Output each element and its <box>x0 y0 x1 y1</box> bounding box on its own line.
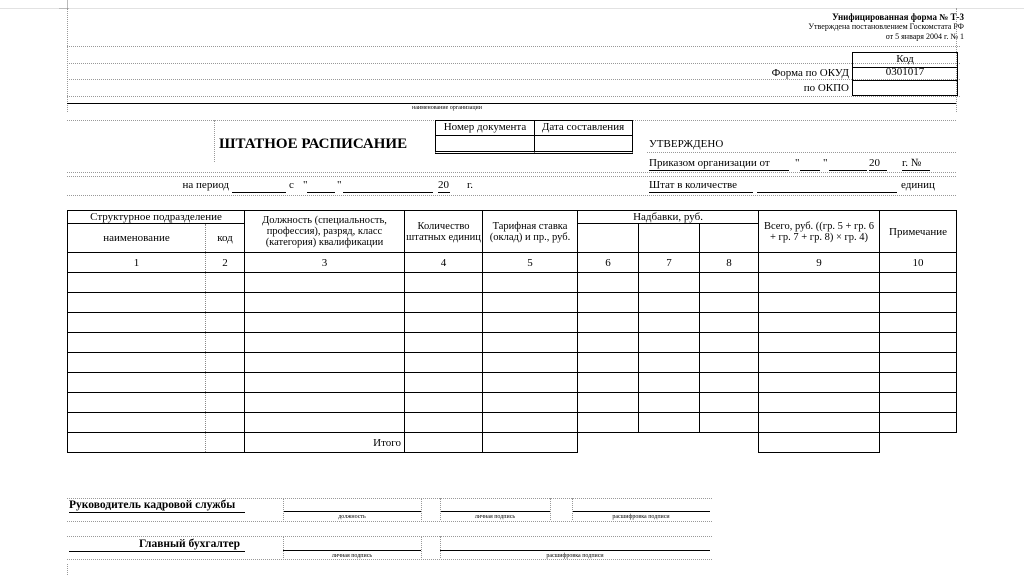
table-row <box>68 373 957 393</box>
table-cell[interactable] <box>206 393 245 413</box>
form-approval-line: Утверждена постановлением Госкомстата РФ <box>808 22 964 31</box>
table-row <box>68 353 957 373</box>
table-cell[interactable] <box>483 313 578 333</box>
table-cell[interactable] <box>68 353 206 373</box>
table-cell[interactable] <box>578 273 639 293</box>
form-number: Унифицированная форма № Т-3 <box>832 12 964 22</box>
col-number-3: 3 <box>245 253 405 273</box>
table-cell[interactable] <box>578 413 639 433</box>
hr-decoding-caption: расшифровка подписи <box>612 514 670 520</box>
table-cell[interactable] <box>700 333 759 353</box>
period-year-suffix: г. <box>467 179 474 191</box>
divider <box>283 536 284 558</box>
table-cell[interactable] <box>68 333 206 353</box>
header-note: Примечание <box>880 211 957 253</box>
period-year: 20 <box>438 179 449 191</box>
divider <box>67 8 68 112</box>
staff-units-label: единиц <box>901 179 935 191</box>
table-cell[interactable] <box>245 273 405 293</box>
staff-schedule-form <box>67 8 964 567</box>
okud-label: Форма по ОКУД <box>771 67 849 79</box>
table-row <box>68 273 957 293</box>
header-allowance-col-7 <box>639 224 700 253</box>
table-cell[interactable] <box>880 413 957 433</box>
table-row <box>68 333 957 353</box>
order-label: Приказом организации от <box>649 157 770 169</box>
table-row <box>68 293 957 313</box>
table-cell[interactable] <box>880 313 957 333</box>
table-cell[interactable] <box>405 293 483 313</box>
staff-count-label: Штат в количестве <box>649 179 738 191</box>
divider <box>67 96 960 97</box>
table-cell[interactable] <box>578 393 639 413</box>
order-year-field[interactable] <box>869 170 887 171</box>
table-cell[interactable] <box>759 413 880 433</box>
table-cell[interactable] <box>639 293 700 313</box>
table-cell[interactable] <box>639 353 700 373</box>
table-cell[interactable] <box>483 333 578 353</box>
col-number-9: 9 <box>759 253 880 273</box>
doc-number-header: Номер документа <box>435 120 535 136</box>
divider <box>421 536 422 558</box>
total-label: Итого <box>245 433 405 453</box>
table-cell[interactable] <box>206 273 245 293</box>
header-structural-unit: Структурное подразделение <box>68 211 245 224</box>
form-approval-date: от 5 января 2004 г. № 1 <box>885 32 964 41</box>
order-day-field[interactable] <box>800 170 820 171</box>
table-cell[interactable] <box>880 393 957 413</box>
total-staff-count[interactable] <box>405 433 483 453</box>
header-unit-code: код <box>206 224 245 253</box>
table-cell[interactable] <box>483 273 578 293</box>
table-cell[interactable] <box>245 373 405 393</box>
okud-code-field[interactable]: 0301017 <box>852 66 958 81</box>
table-cell[interactable] <box>405 273 483 293</box>
table-cell[interactable] <box>700 413 759 433</box>
table-cell[interactable] <box>578 313 639 333</box>
divider <box>440 498 441 520</box>
chief-accountant-label: Главный бухгалтер <box>139 538 241 550</box>
form-title: ШТАТНОЕ РАСПИСАНИЕ <box>219 136 408 152</box>
table-cell[interactable] <box>578 353 639 373</box>
order-quote-open: " <box>795 157 800 169</box>
staff-schedule-table <box>67 210 957 453</box>
table-cell[interactable] <box>639 373 700 393</box>
code-header: Код <box>852 52 958 68</box>
table-cell[interactable] <box>483 413 578 433</box>
table-row <box>68 393 957 413</box>
table-cell[interactable] <box>405 353 483 373</box>
total-sum[interactable] <box>759 433 880 453</box>
table-cell[interactable] <box>639 393 700 413</box>
col-number-2: 2 <box>206 253 245 273</box>
period-quote-open: " <box>303 179 308 191</box>
period-label: на период <box>182 179 229 191</box>
divider <box>67 63 960 64</box>
header-total: Всего, руб. ((гр. 5 + гр. 6 + гр. 7 + гр. 8) × гр. 4) <box>759 211 880 253</box>
accountant-decoding-caption: расшифровка подписи <box>546 553 604 559</box>
order-number-field[interactable] <box>902 170 930 171</box>
table-cell[interactable] <box>880 333 957 353</box>
divider <box>647 152 956 153</box>
table-cell[interactable] <box>880 293 957 313</box>
hr-signature-field[interactable] <box>440 511 550 512</box>
order-year: 20 <box>869 157 880 169</box>
table-cell[interactable] <box>483 393 578 413</box>
accountant-signature-caption: личная подпись <box>331 553 373 559</box>
header-allowances: Надбавки, руб. <box>578 211 759 224</box>
table-cell[interactable] <box>578 373 639 393</box>
table-cell[interactable] <box>639 413 700 433</box>
table-cell[interactable] <box>68 393 206 413</box>
chief-accountant-label-underline <box>69 551 245 552</box>
table-cell[interactable] <box>245 393 405 413</box>
okpo-code-field[interactable] <box>852 80 958 96</box>
table-row <box>68 413 957 433</box>
doc-number-field[interactable] <box>435 135 535 154</box>
table-cell[interactable] <box>759 313 880 333</box>
table-cell[interactable] <box>700 373 759 393</box>
header-unit-name: наименование <box>68 224 206 253</box>
col-number-10: 10 <box>880 253 957 273</box>
table-cell[interactable] <box>206 413 245 433</box>
header-staff-count: Количество штатных единиц <box>405 211 483 253</box>
period-quote-close: " <box>337 179 342 191</box>
total-row-blank <box>68 433 206 453</box>
table-cell[interactable] <box>68 373 206 393</box>
header-position: Должность (специальность, профессия), разряд, класс (категория) квалификации <box>245 211 405 253</box>
total-row-blank <box>206 433 245 453</box>
header-rate: Тарифная ставка (оклад) и пр., руб. <box>483 211 578 253</box>
organization-name-field[interactable] <box>67 103 956 104</box>
total-empty <box>639 433 700 453</box>
table-cell[interactable] <box>483 373 578 393</box>
table-cell[interactable] <box>68 413 206 433</box>
table-cell[interactable] <box>700 353 759 373</box>
table-cell[interactable] <box>639 313 700 333</box>
table-cell[interactable] <box>245 293 405 313</box>
table-cell[interactable] <box>245 313 405 333</box>
accountant-signature-field[interactable] <box>283 550 421 551</box>
col-number-4: 4 <box>405 253 483 273</box>
table-cell[interactable] <box>759 333 880 353</box>
table-cell[interactable] <box>206 353 245 373</box>
col-number-7: 7 <box>639 253 700 273</box>
order-month-field[interactable] <box>829 170 867 171</box>
divider <box>421 498 422 520</box>
table-cell[interactable] <box>759 293 880 313</box>
table-cell[interactable] <box>880 273 957 293</box>
table-cell[interactable] <box>700 293 759 313</box>
divider <box>67 172 956 173</box>
table-cell[interactable] <box>206 313 245 333</box>
col-number-1: 1 <box>68 253 206 273</box>
table-cell[interactable] <box>206 333 245 353</box>
table-cell[interactable] <box>700 393 759 413</box>
table-cell[interactable] <box>578 333 639 353</box>
table-cell[interactable] <box>68 293 206 313</box>
table-cell[interactable] <box>700 273 759 293</box>
table-cell[interactable] <box>405 313 483 333</box>
table-cell[interactable] <box>245 333 405 353</box>
hr-head-label: Руководитель кадровой службы <box>69 499 236 511</box>
accountant-decoding-field[interactable] <box>440 550 710 551</box>
table-cell[interactable] <box>880 373 957 393</box>
table-cell[interactable] <box>700 313 759 333</box>
divider <box>550 498 551 520</box>
doc-date-field[interactable] <box>534 135 633 154</box>
table-cell[interactable] <box>483 293 578 313</box>
total-empty <box>880 433 957 453</box>
table-cell[interactable] <box>759 373 880 393</box>
period-row-frame <box>67 176 956 196</box>
period-from-label: с <box>289 179 294 191</box>
table-cell[interactable] <box>245 353 405 373</box>
order-quote-close: " <box>823 157 828 169</box>
divider <box>67 46 960 47</box>
table-cell[interactable] <box>759 393 880 413</box>
total-empty <box>578 433 639 453</box>
divider <box>67 564 68 575</box>
table-cell[interactable] <box>483 353 578 373</box>
col-number-6: 6 <box>578 253 639 273</box>
hr-head-label-underline <box>69 512 245 513</box>
table-cell[interactable] <box>405 393 483 413</box>
table-cell[interactable] <box>68 313 206 333</box>
table-cell[interactable] <box>405 413 483 433</box>
order-label-underline <box>649 170 789 171</box>
divider <box>214 120 215 162</box>
table-row <box>68 313 957 333</box>
hr-signature-caption: личная подпись <box>474 514 516 520</box>
doc-date-header: Дата составления <box>534 120 633 136</box>
table-cell[interactable] <box>405 373 483 393</box>
divider <box>440 536 441 558</box>
header-allowance-col-8 <box>700 224 759 253</box>
total-empty <box>700 433 759 453</box>
table-cell[interactable] <box>759 273 880 293</box>
order-number-label: г. № <box>902 157 922 169</box>
approved-label: УТВЕРЖДЕНО <box>649 138 724 150</box>
table-cell[interactable] <box>639 333 700 353</box>
hr-position-field[interactable] <box>283 511 421 512</box>
table-cell[interactable] <box>245 413 405 433</box>
table-body <box>68 273 957 433</box>
table-cell[interactable] <box>206 293 245 313</box>
organization-caption: наименование организации <box>412 105 482 111</box>
table-cell[interactable] <box>639 273 700 293</box>
col-number-8: 8 <box>700 253 759 273</box>
col-number-5: 5 <box>483 253 578 273</box>
header-allowance-col-6 <box>578 224 639 253</box>
table-cell[interactable] <box>68 273 206 293</box>
table-cell[interactable] <box>578 293 639 313</box>
total-rate[interactable] <box>483 433 578 453</box>
table-cell[interactable] <box>206 373 245 393</box>
table-cell[interactable] <box>759 353 880 373</box>
hr-position-caption: должность <box>338 514 366 520</box>
divider <box>572 498 573 520</box>
table-cell[interactable] <box>405 333 483 353</box>
divider <box>283 498 284 520</box>
okpo-label: по ОКПО <box>803 82 849 94</box>
hr-decoding-field[interactable] <box>572 511 710 512</box>
table-cell[interactable] <box>880 353 957 373</box>
